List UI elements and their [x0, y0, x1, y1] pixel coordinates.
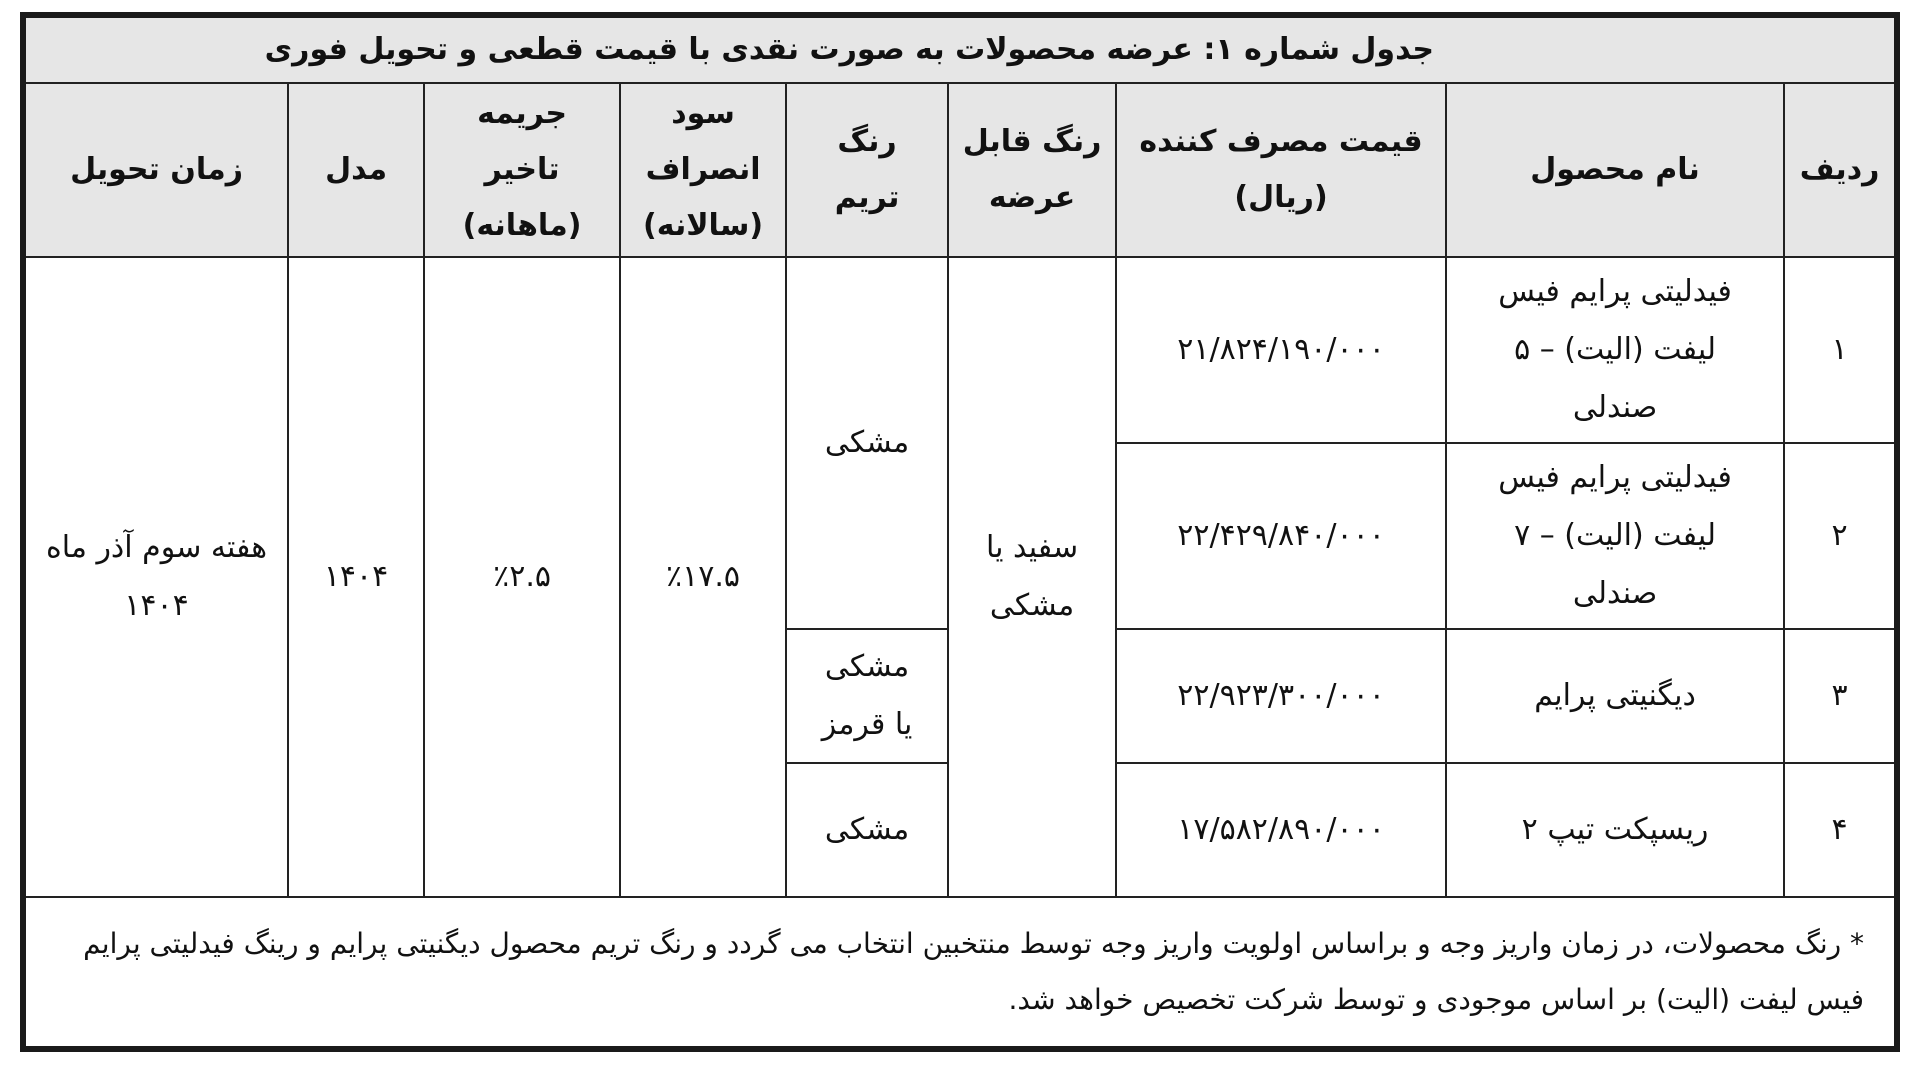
model-year: ۱۴۰۴ [288, 257, 424, 897]
header-delivery-time: زمان تحویل [26, 83, 288, 257]
header-trim-color: رنگ تریم [786, 83, 948, 257]
delay-penalty: ٪۲.۵ [424, 257, 620, 897]
header-available-color: رنگ قابل عرضه [948, 83, 1116, 257]
product-name: دیگنیتی پرایم [1446, 629, 1784, 763]
product-name: ریسپکت تیپ ۲ [1446, 763, 1784, 897]
trim-color: مشکی یا قرمز [786, 629, 948, 763]
header-delay-penalty: جریمه تاخیر (ماهانه) [424, 83, 620, 257]
product-price: ۲۲/۹۲۳/۳۰۰/۰۰۰ [1116, 629, 1446, 763]
header-model: مدل [288, 83, 424, 257]
row-number: ۴ [1784, 763, 1894, 897]
available-color: سفید یا مشکی [948, 257, 1116, 897]
header-row [26, 83, 1894, 257]
header-product-name: نام محصول [1446, 83, 1784, 257]
delivery-time: هفته سوم آذر ماه ۱۴۰۴ [26, 257, 288, 897]
product-price: ۲۲/۴۲۹/۸۴۰/۰۰۰ [1116, 443, 1446, 629]
header-consumer-price: قیمت مصرف کننده (ریال) [1116, 83, 1446, 257]
table-row [26, 257, 1894, 443]
product-price: ۱۷/۵۸۲/۸۹۰/۰۰۰ [1116, 763, 1446, 897]
row-number: ۳ [1784, 629, 1894, 763]
table-frame [20, 12, 1900, 1052]
row-number: ۲ [1784, 443, 1894, 629]
trim-color: مشکی [786, 257, 948, 629]
row-number: ۱ [1784, 257, 1894, 443]
header-cancellation-profit: سود انصراف (سالانه) [620, 83, 786, 257]
product-name: فیدلیتی پرایم فیس لیفت (الیت) – ۵ صندلی [1446, 257, 1784, 443]
products-table [26, 18, 1894, 1074]
cancellation-profit: ٪۱۷.۵ [620, 257, 786, 897]
product-name: فیدلیتی پرایم فیس لیفت (الیت) – ۷ صندلی [1446, 443, 1784, 629]
footnote: * رنگ محصولات، در زمان واریز وجه و براساس اولویت واریز وجه توسط منتخبین انتخاب می گردد و رنگ تریم محصول دیگنیتی پرایم و رینگ فیدلیتی پرایم فیس لیفت (الیت) بر اساس موجودی و توسط شرکت تخصیص خواهد شد. [26, 897, 1894, 1074]
trim-color: مشکی [786, 763, 948, 897]
product-price: ۲۱/۸۲۴/۱۹۰/۰۰۰ [1116, 257, 1446, 443]
header-row-number: ردیف [1784, 83, 1894, 257]
table-title: جدول شماره ۱: عرضه محصولات به صورت نقدی با قیمت قطعی و تحویل فوری [26, 18, 1894, 83]
